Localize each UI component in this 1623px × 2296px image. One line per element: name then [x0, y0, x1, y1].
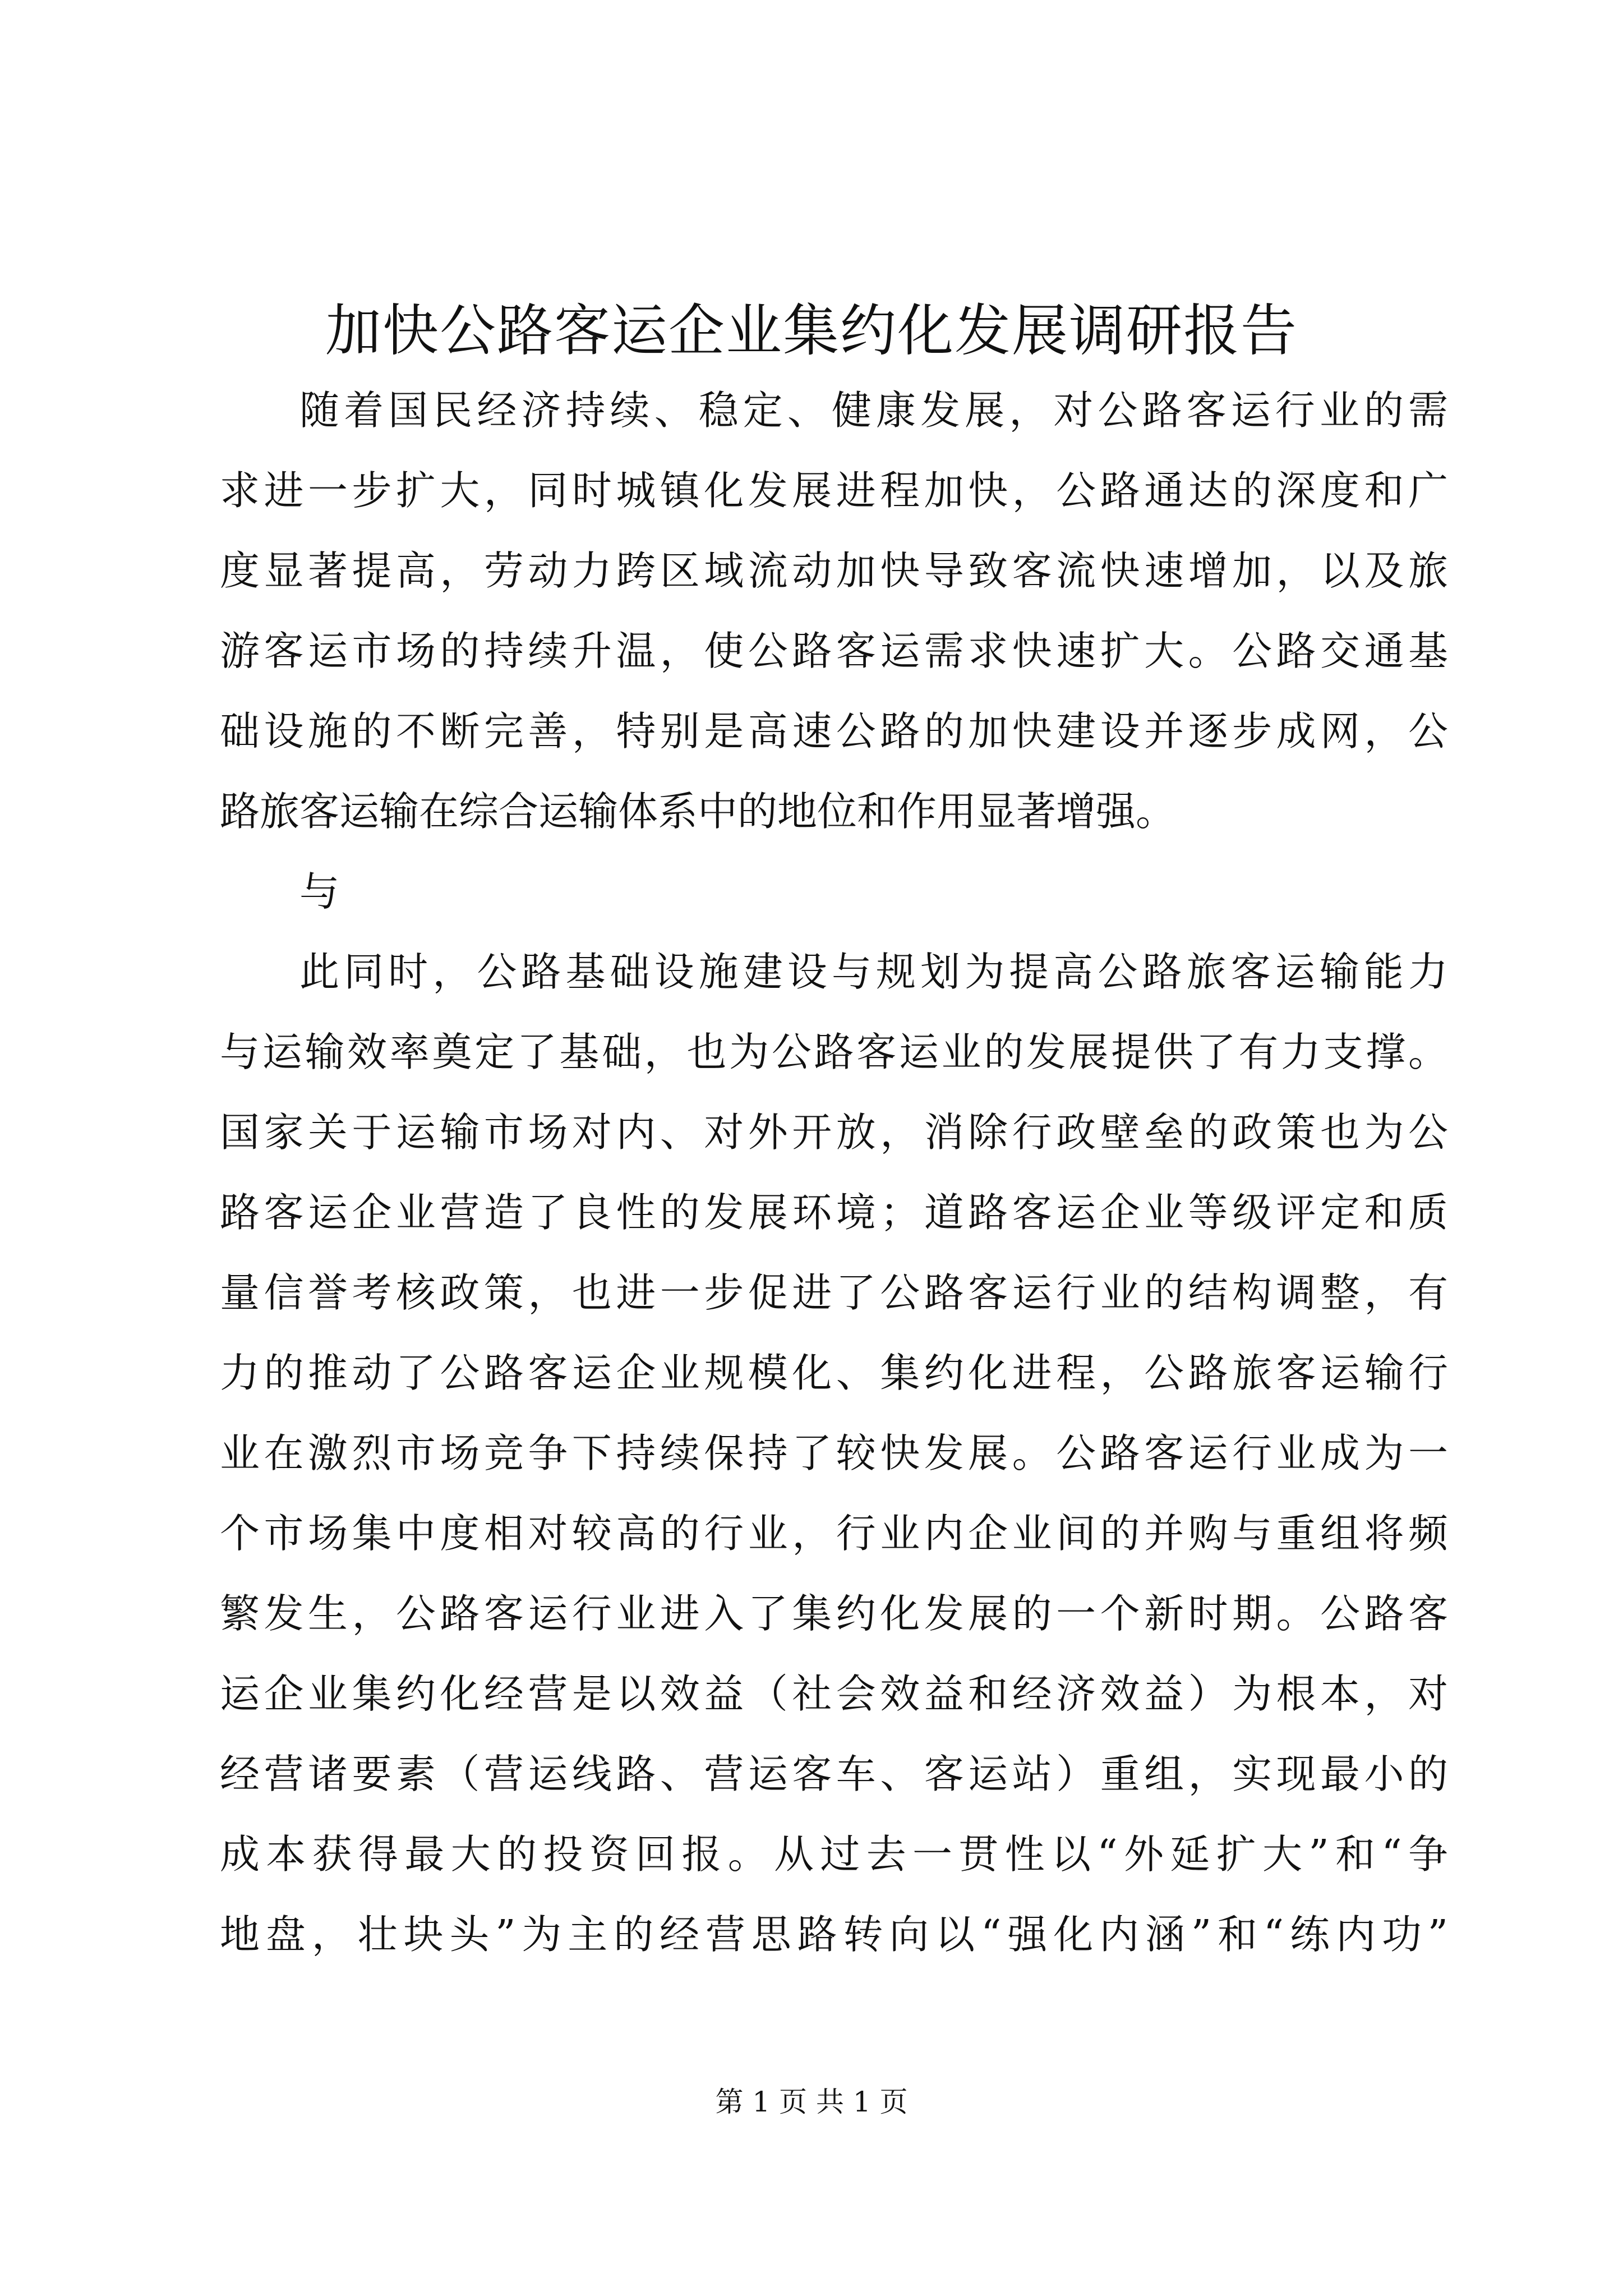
paragraph-line: 运企业集约化经营是以效益（社会效益和经济效益）为根本，对	[220, 1671, 1448, 1717]
paragraph-line: 与	[299, 868, 340, 915]
paragraph-line: 与运输效率奠定了基础，也为公路客运业的发展提供了有力支撑。	[220, 1029, 1448, 1075]
page-footer: 第 1 页 共 1 页	[715, 2086, 908, 2118]
paragraph-line: 路旅客运输在综合运输体系中的地位和作用显著增强。	[220, 788, 1176, 835]
paragraph-line: 游客运市场的持续升温，使公路客运需求快速扩大。公路交通基	[220, 628, 1448, 674]
paragraph-line: 随着国民经济持续、稳定、健康发展，对公路客运行业的需	[299, 387, 1448, 434]
paragraph-line: 此同时，公路基础设施建设与规划为提高公路旅客运输能力	[299, 949, 1448, 995]
paragraph-line: 业在激烈市场竞争下持续保持了较快发展。公路客运行业成为一	[220, 1430, 1448, 1476]
document-title: 加快公路客运企业集约化发展调研报告	[325, 298, 1298, 364]
paragraph-line: 力的推动了公路客运企业规模化、集约化进程，公路旅客运输行	[220, 1350, 1448, 1396]
paragraph-line: 地盘，壮块头”为主的经营思路转向以“强化内涵”和“练内功”	[220, 1911, 1448, 1958]
paragraph-line: 量信誉考核政策，也进一步促进了公路客运行业的结构调整，有	[220, 1269, 1448, 1316]
paragraph-line: 础设施的不断完善，特别是高速公路的加快建设并逐步成网，公	[220, 708, 1448, 754]
paragraph-line: 路客运企业营造了良性的发展环境；道路客运企业等级评定和质	[220, 1189, 1448, 1236]
paragraph-line: 个市场集中度相对较高的行业，行业内企业间的并购与重组将频	[220, 1510, 1448, 1557]
paragraph-line: 成本获得最大的投资回报。从过去一贯性以“外延扩大”和“争	[220, 1831, 1448, 1878]
paragraph-line: 度显著提高，劳动力跨区域流动加快导致客流快速增加，以及旅	[220, 547, 1448, 594]
paragraph-line: 经营诸要素（营运线路、营运客车、客运站）重组，实现最小的	[220, 1751, 1448, 1797]
document-body	[220, 370, 1448, 1975]
paragraph-line: 求进一步扩大，同时城镇化发展进程加快，公路通达的深度和广	[220, 467, 1448, 514]
paragraph-line: 繁发生，公路客运行业进入了集约化发展的一个新时期。公路客	[220, 1590, 1448, 1637]
paragraph-line: 国家关于运输市场对内、对外开放，消除行政壁垒的政策也为公	[220, 1109, 1448, 1156]
